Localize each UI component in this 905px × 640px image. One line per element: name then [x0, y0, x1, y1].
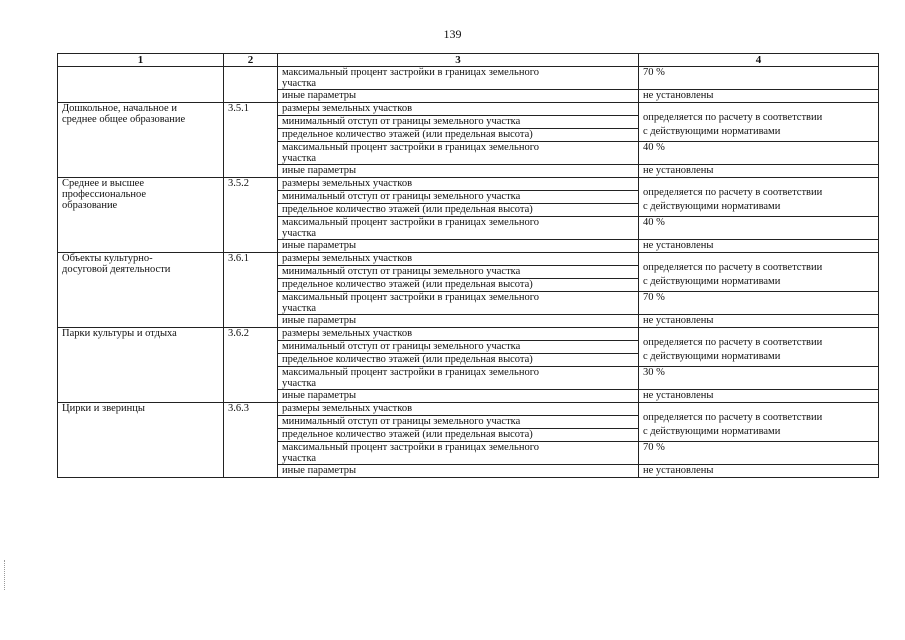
param-other: иные параметры	[278, 90, 639, 103]
other-value: не установлены	[639, 90, 879, 103]
param-size: размеры земельных участков	[278, 178, 639, 191]
param-other: иные параметры	[278, 240, 639, 253]
param-floors: предельное количество этажей (или предельная высота)	[278, 354, 639, 367]
table-row	[58, 103, 879, 116]
param-setback: минимальный отступ от границы земельного участка	[278, 416, 639, 429]
use-type-name: Объекты культурно- досуговой деятельности	[58, 253, 224, 328]
calc-value: определяется по расчету в соответствии с действующими нормативами	[639, 403, 879, 442]
other-value: не установлены	[639, 315, 879, 328]
use-type-code: 3.6.2	[224, 328, 278, 403]
param-setback: минимальный отступ от границы земельного участка	[278, 191, 639, 204]
use-type-code: 3.6.3	[224, 403, 278, 478]
param-setback: минимальный отступ от границы земельного участка	[278, 116, 639, 129]
param-floors: предельное количество этажей (или предельная высота)	[278, 204, 639, 217]
use-type-name: Дошкольное, начальное и среднее общее образование	[58, 103, 224, 178]
coverage-value: 70 %	[639, 442, 879, 465]
param-coverage: максимальный процент застройки в границах земельного участка	[278, 217, 639, 240]
param-setback: минимальный отступ от границы земельного участка	[278, 266, 639, 279]
table-row	[58, 253, 879, 266]
column-header-4: 4	[639, 54, 879, 67]
table-header-row	[58, 54, 879, 67]
column-header-1: 1	[58, 54, 224, 67]
continued-code-cell	[224, 67, 278, 103]
table-row	[58, 403, 879, 416]
column-header-3: 3	[278, 54, 639, 67]
use-type-name: Парки культуры и отдыха	[58, 328, 224, 403]
param-coverage: максимальный процент застройки в границах земельного участка	[278, 292, 639, 315]
calc-value: определяется по расчету в соответствии с действующими нормативами	[639, 328, 879, 367]
param-size: размеры земельных участков	[278, 328, 639, 341]
param-coverage: максимальный процент застройки в границах земельного участка	[278, 142, 639, 165]
param-size: размеры земельных участков	[278, 253, 639, 266]
table-row	[58, 178, 879, 191]
other-value: не установлены	[639, 390, 879, 403]
scan-artifact	[4, 560, 8, 590]
param-other: иные параметры	[278, 165, 639, 178]
param-size: размеры земельных участков	[278, 103, 639, 116]
use-type-name: Среднее и высшее профессиональное образование	[58, 178, 224, 253]
coverage-value: 40 %	[639, 142, 879, 165]
other-value: не установлены	[639, 165, 879, 178]
table-row	[58, 67, 879, 90]
table-row	[58, 328, 879, 341]
use-type-code: 3.6.1	[224, 253, 278, 328]
param-coverage: максимальный процент застройки в границах земельного участка	[278, 367, 639, 390]
use-type-code: 3.5.2	[224, 178, 278, 253]
column-header-2: 2	[224, 54, 278, 67]
page-number: 139	[443, 27, 462, 41]
land-use-parameters-table	[57, 53, 879, 478]
calc-value: определяется по расчету в соответствии с действующими нормативами	[639, 178, 879, 217]
other-value: не установлены	[639, 240, 879, 253]
other-value: не установлены	[639, 465, 879, 478]
use-type-code: 3.5.1	[224, 103, 278, 178]
param-other: иные параметры	[278, 465, 639, 478]
calc-value: определяется по расчету в соответствии с действующими нормативами	[639, 103, 879, 142]
coverage-value: 30 %	[639, 367, 879, 390]
continued-use-cell	[58, 67, 224, 103]
use-type-name: Цирки и зверинцы	[58, 403, 224, 478]
param-size: размеры земельных участков	[278, 403, 639, 416]
calc-value: определяется по расчету в соответствии с действующими нормативами	[639, 253, 879, 292]
param-setback: минимальный отступ от границы земельного участка	[278, 341, 639, 354]
param-other: иные параметры	[278, 315, 639, 328]
param-floors: предельное количество этажей (или предельная высота)	[278, 279, 639, 292]
coverage-value: 40 %	[639, 217, 879, 240]
param-other: иные параметры	[278, 390, 639, 403]
coverage-value: 70 %	[639, 67, 879, 90]
param-coverage: максимальный процент застройки в границах земельного участка	[278, 442, 639, 465]
param-floors: предельное количество этажей (или предельная высота)	[278, 429, 639, 442]
coverage-value: 70 %	[639, 292, 879, 315]
param-coverage: максимальный процент застройки в границах земельного участка	[278, 67, 639, 90]
param-floors: предельное количество этажей (или предельная высота)	[278, 129, 639, 142]
